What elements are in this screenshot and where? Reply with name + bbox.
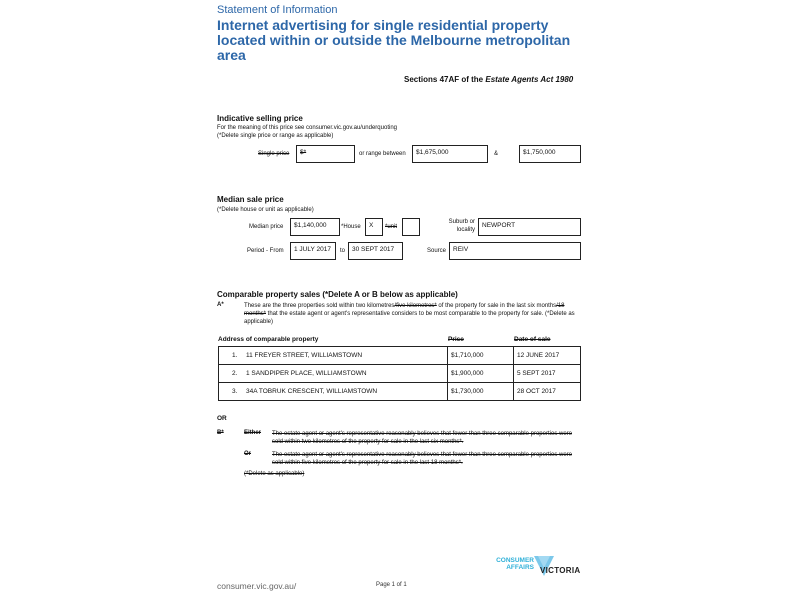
median-price-label: Median price xyxy=(249,224,284,230)
option-a-text-1: These are the three properties sold within two kilometres xyxy=(244,303,395,309)
comparable-table xyxy=(218,346,581,401)
page-number: Page 1 of 1 xyxy=(376,582,407,588)
or-option-text: The estate agent or agent's representative reasonably believes that fewer than three comparable properties were sold within five kilometres of the property for sale in the last 18 months*. xyxy=(272,452,572,466)
row-address: 11 FREYER STREET, WILLIAMSTOWN xyxy=(246,352,363,359)
row-address: 34A TOBRUK CRESCENT, WILLIAMSTOWN xyxy=(246,388,378,395)
row-number: 1. xyxy=(232,352,238,359)
date-cell[interactable]: 12 JUNE 2017 xyxy=(514,347,581,365)
table-row xyxy=(219,365,581,383)
col-date-header: Date of sale xyxy=(514,336,551,343)
document-title: Internet advertising for single residential property located within or outside the Melbourne metropolitan area xyxy=(217,17,571,63)
col-price-header: Price xyxy=(448,336,464,343)
sections-reference xyxy=(404,75,573,84)
table-row xyxy=(219,383,581,401)
option-a-strike-1: /five kilometres* xyxy=(394,303,437,309)
house-field[interactable]: X xyxy=(365,218,383,236)
sections-act: Estate Agents Act 1980 xyxy=(485,75,574,84)
logo-line-1: CONSUMER xyxy=(496,557,534,564)
median-price-field[interactable]: $1,140,000 xyxy=(290,218,340,236)
option-b-marker: B* xyxy=(217,430,224,436)
row-address: 1 SANDPIPER PLACE, WILLIAMSTOWN xyxy=(246,370,367,377)
comparable-heading: Comparable property sales (*Delete A or B below as applicable) xyxy=(217,290,458,299)
address-cell[interactable] xyxy=(219,365,448,383)
indicative-heading: Indicative selling price xyxy=(217,114,303,123)
row-number: 3. xyxy=(232,388,238,395)
consumer-affairs-logo xyxy=(482,556,582,584)
indicative-note-1: For the meaning of this price see consumer.vic.gov.au/underquoting xyxy=(217,125,397,131)
range-label: or range between xyxy=(359,151,406,157)
logo-text-block xyxy=(482,557,534,571)
single-price-label: Single price xyxy=(258,151,290,157)
price-cell[interactable]: $1,730,000 xyxy=(448,383,514,401)
period-to-label: to xyxy=(340,248,346,254)
unit-field[interactable] xyxy=(402,218,420,236)
median-heading: Median sale price xyxy=(217,195,284,204)
range-high-field[interactable]: $1,750,000 xyxy=(519,145,581,163)
suburb-label: Suburb or locality xyxy=(448,219,475,233)
option-a-text-2: of the property for sale in the last six months xyxy=(436,303,557,309)
address-cell[interactable] xyxy=(219,347,448,365)
row-number: 2. xyxy=(232,370,238,377)
option-a-text-3: that the estate agent or agent's representative considers to be most comparable to the property for sale. (*Delete as applicable) xyxy=(244,311,575,325)
median-note: (*Delete house or unit as applicable) xyxy=(217,207,314,213)
address-cell[interactable] xyxy=(219,383,448,401)
period-to-field[interactable]: 30 SEPT 2017 xyxy=(348,242,403,260)
or-label: OR xyxy=(217,415,227,422)
sections-prefix: Sections 47AF of the xyxy=(404,75,486,84)
unit-label: *unit xyxy=(385,224,398,230)
period-from-field[interactable]: 1 JULY 2017 xyxy=(290,242,336,260)
delete-note: (*Delete as applicable) xyxy=(244,471,305,477)
option-a-marker: A* xyxy=(217,302,224,308)
either-text: The estate agent or agent's representative reasonably believes that fewer than three comparable properties were sold within two kilometres of the property for sale in the last six months*. xyxy=(272,431,572,445)
option-a-text xyxy=(244,302,584,326)
price-cell[interactable]: $1,900,000 xyxy=(448,365,514,383)
table-row xyxy=(219,347,581,365)
date-cell[interactable]: 28 OCT 2017 xyxy=(514,383,581,401)
footer-url[interactable]: consumer.vic.gov.au/ xyxy=(217,581,297,591)
col-address-header: Address of comparable property xyxy=(218,336,319,343)
indicative-note-2: (*Delete single price or range as applicable) xyxy=(217,133,334,139)
house-label: *House xyxy=(341,224,361,230)
period-label: Period - From xyxy=(247,248,284,254)
single-price-field[interactable]: $* xyxy=(296,145,355,163)
logo-victoria: VICTORIA xyxy=(540,566,581,575)
logo-line-2: AFFAIRS xyxy=(506,564,534,571)
source-label: Source xyxy=(427,248,447,254)
either-label: Either xyxy=(244,430,262,436)
price-cell[interactable]: $1,710,000 xyxy=(448,347,514,365)
source-field[interactable]: REIV xyxy=(449,242,581,260)
statement-label: Statement of Information xyxy=(217,4,338,16)
date-cell[interactable]: 5 SEPT 2017 xyxy=(514,365,581,383)
option-a-strike-2: /18 months* xyxy=(244,303,565,317)
range-low-field[interactable]: $1,675,000 xyxy=(412,145,488,163)
or-option-label: Or xyxy=(244,451,252,457)
suburb-field[interactable]: NEWPORT xyxy=(478,218,581,236)
range-ampersand: & xyxy=(494,151,499,157)
